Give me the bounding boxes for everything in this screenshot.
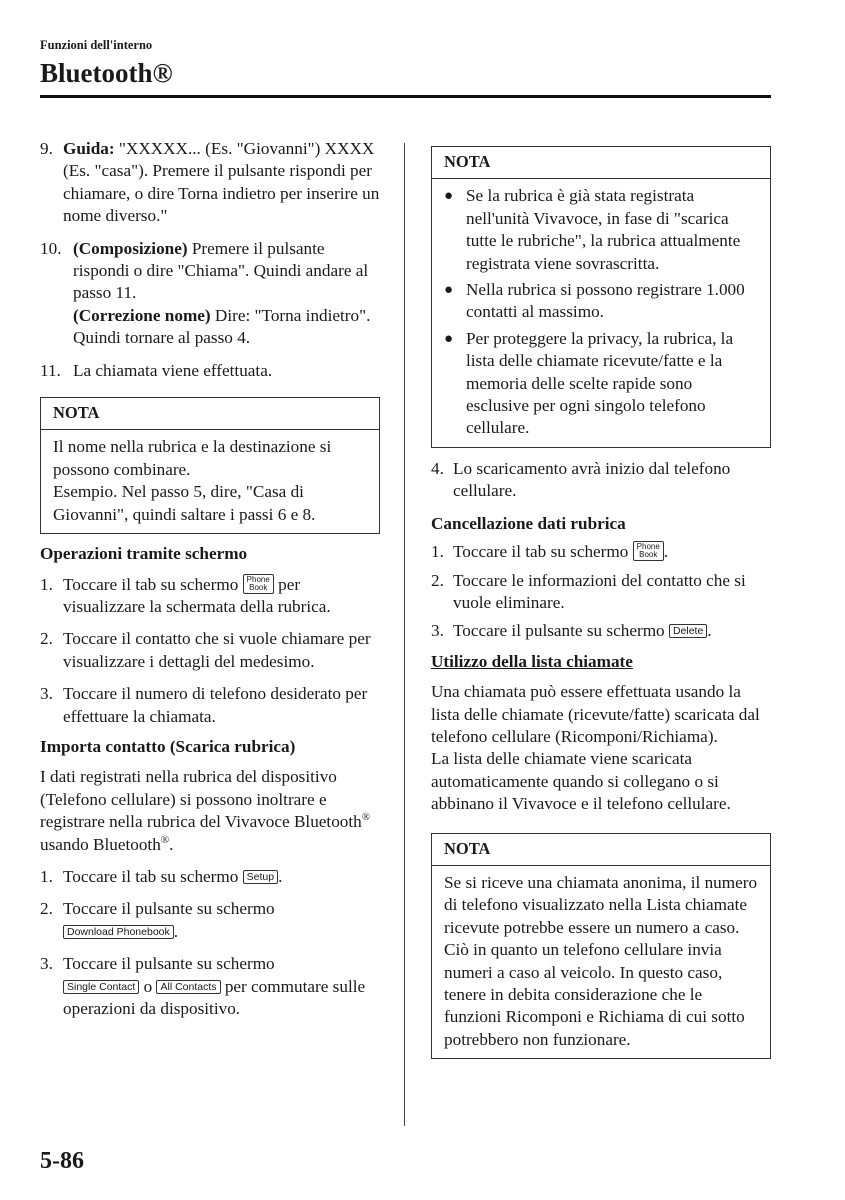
step-text: Toccare il contatto che si vuole chiamare per visualizzare i dettagli del medesimo. — [63, 629, 371, 671]
section-heading: Utilizzo della lista chiamate — [431, 651, 633, 671]
button-label: Book — [639, 550, 658, 560]
step-label-composizione: (Composizione) — [73, 238, 188, 258]
list-item — [40, 683, 380, 728]
nota-box — [431, 833, 771, 1060]
step-10 — [40, 238, 380, 350]
left-column — [40, 138, 380, 1020]
paragraph-text: . — [169, 834, 174, 854]
section-heading: Importa contatto (Scarica rubrica) — [40, 736, 296, 756]
step-text: Toccare le informazioni del contatto che si vuole eliminare. — [453, 570, 746, 612]
section-heading: Operazioni tramite schermo — [40, 544, 248, 564]
list-item — [40, 898, 380, 943]
step-number: 4. — [431, 458, 444, 478]
column-divider — [404, 143, 405, 1126]
step-number: 2. — [40, 899, 53, 919]
step-text: . — [663, 542, 669, 562]
step-number: 10. — [40, 238, 62, 258]
nota-heading: NOTA — [432, 147, 770, 179]
registered-mark: ® — [361, 811, 371, 824]
title-divider — [40, 95, 771, 98]
nota-bullet-item — [444, 185, 758, 275]
button-label: Phone — [246, 574, 270, 584]
step-number: 1. — [40, 866, 53, 886]
list-item — [431, 620, 771, 642]
step-text: . — [173, 921, 179, 941]
step-text: per visualizzare la schermata della rubrica. — [63, 574, 331, 616]
registered-mark: ® — [160, 833, 170, 846]
section-paragraph: Una chiamata può essere effettuata usando la lista delle chiamate (ricevute/fatte) scaricata dal telefono cellulare (Ricomponi/Richiama). — [431, 682, 760, 746]
chapter-label: Funzioni dell'interno — [40, 38, 153, 52]
list-item — [431, 570, 771, 615]
phone-book-button[interactable] — [633, 541, 664, 561]
nota-bullet-text: Nella rubrica si possono registrare 1.000 contatti al massimo. — [466, 280, 745, 322]
delete-button[interactable]: Delete — [669, 624, 707, 638]
section-paragraph — [40, 766, 380, 856]
step-text: Premere il pulsante rispondi o dire "Chiama". Quindi andare al passo 11. — [73, 238, 369, 303]
list-item — [40, 628, 380, 673]
nota-heading: NOTA — [432, 834, 770, 866]
step-text: Toccare il pulsante su schermo — [453, 621, 665, 641]
list-item — [40, 953, 380, 1020]
step-label-correzione: (Correzione nome) — [73, 305, 211, 325]
button-label: Book — [249, 582, 268, 592]
single-contact-button[interactable]: Single Contact — [63, 980, 139, 994]
step-text: Toccare il pulsante su schermo — [63, 954, 275, 974]
nota-heading: NOTA — [41, 398, 379, 430]
step-text: Toccare il tab su schermo — [453, 542, 629, 562]
bullet-icon: ● — [444, 188, 454, 205]
step-text: . — [707, 621, 712, 641]
nota-bullet-item — [444, 328, 758, 440]
step-number: 3. — [40, 954, 53, 974]
step-number: 1. — [431, 542, 444, 562]
step-text: Lo scaricamento avrà inizio dal telefono cellulare. — [453, 458, 731, 501]
bullet-icon: ● — [444, 282, 454, 299]
step-text: Toccare il pulsante su schermo — [63, 899, 275, 919]
right-column — [431, 146, 771, 1059]
step-text: La chiamata viene effettuata. — [73, 360, 273, 380]
nota-bullet-item — [444, 279, 758, 324]
step-text: Dire: "Torna indietro". — [214, 305, 371, 325]
paragraph-text: usando Bluetooth — [40, 834, 161, 854]
page-title: Bluetooth® — [40, 58, 173, 88]
step-number: 9. — [40, 139, 53, 158]
nota-bullet-text: Per proteggere la privacy, la rubrica, la lista delle chiamate ricevute/fatte e la memoria delle scelte rapide sono esclusive per ogni singolo telefono cellulare. — [466, 328, 734, 438]
download-phonebook-button[interactable]: Download Phonebook — [63, 925, 174, 939]
list-item — [40, 866, 380, 888]
step-number: 2. — [40, 629, 53, 649]
step-text: . — [278, 866, 283, 886]
step-9 — [40, 138, 380, 228]
step-text: Toccare il tab su schermo — [63, 574, 239, 594]
section-paragraph: La lista delle chiamate viene scaricata automaticamente quando si collegano o si abbinano il Vivavoce e il telefono cellulare. — [431, 749, 731, 814]
phone-book-button[interactable] — [243, 574, 274, 594]
step-text: Toccare il numero di telefono desiderato per effettuare la chiamata. — [63, 684, 368, 726]
button-label: Phone — [636, 542, 660, 552]
paragraph-text: I dati registrati nella rubrica del dispositivo (Telefono cellulare) si possono inoltrare e registrare nella rubrica del Vivavoce Bluetooth — [40, 767, 362, 832]
step-text: Quindi tornare al passo 4. — [73, 328, 251, 348]
nota-bullet-text: Se la rubrica è già stata registrata nell'unità Vivavoce, in fase di "scarica tutte le rubriche", la rubrica attualmente registrata viene sovrascritta. — [466, 186, 741, 273]
step-text: Toccare il tab su schermo — [63, 866, 239, 886]
step-text: o — [143, 976, 153, 996]
step-number: 3. — [431, 621, 444, 641]
section-heading: Cancellazione dati rubrica — [431, 513, 626, 533]
step-label: Guida: — [63, 139, 115, 158]
step-11 — [40, 360, 380, 382]
nota-box — [40, 397, 380, 534]
setup-button[interactable]: Setup — [243, 870, 278, 884]
all-contacts-button[interactable]: All Contacts — [156, 980, 220, 994]
step-number: 11. — [40, 360, 61, 380]
nota-text: Esempio. Nel passo 5, dire, "Casa di Giovanni", quindi saltare i passi 6 e 8. — [53, 482, 316, 524]
list-item — [431, 458, 771, 503]
bullet-icon: ● — [444, 330, 454, 347]
step-number: 1. — [40, 574, 53, 594]
list-item — [431, 541, 771, 563]
step-text: "XXXXX... (Es. "Giovanni") XXXX (Es. "casa"). Premere il pulsante rispondi per chiamare, o dire Torna indietro per inserire un nome diverso." — [63, 139, 380, 226]
nota-text: Il nome nella rubrica e la destinazione si possono combinare. — [53, 437, 332, 479]
step-number: 3. — [40, 684, 53, 704]
nota-text: Se si riceve una chiamata anonima, il numero di telefono visualizzato nella Lista chiamate ricevute potrebbe essere un numero a caso. Ciò in quanto un telefono cellulare invia numeri a caso al veicolo. In questo caso, tenere in debita considerazione che le funzioni Ricomponi e Richiama di cui sotto potrebbero non funzionare. — [444, 872, 758, 1049]
page-number: 5-86 — [40, 1148, 84, 1174]
nota-box — [431, 146, 771, 448]
step-text: per commutare sulle operazioni da dispositivo. — [63, 976, 366, 1018]
step-number: 2. — [431, 570, 444, 590]
list-item — [40, 574, 380, 619]
